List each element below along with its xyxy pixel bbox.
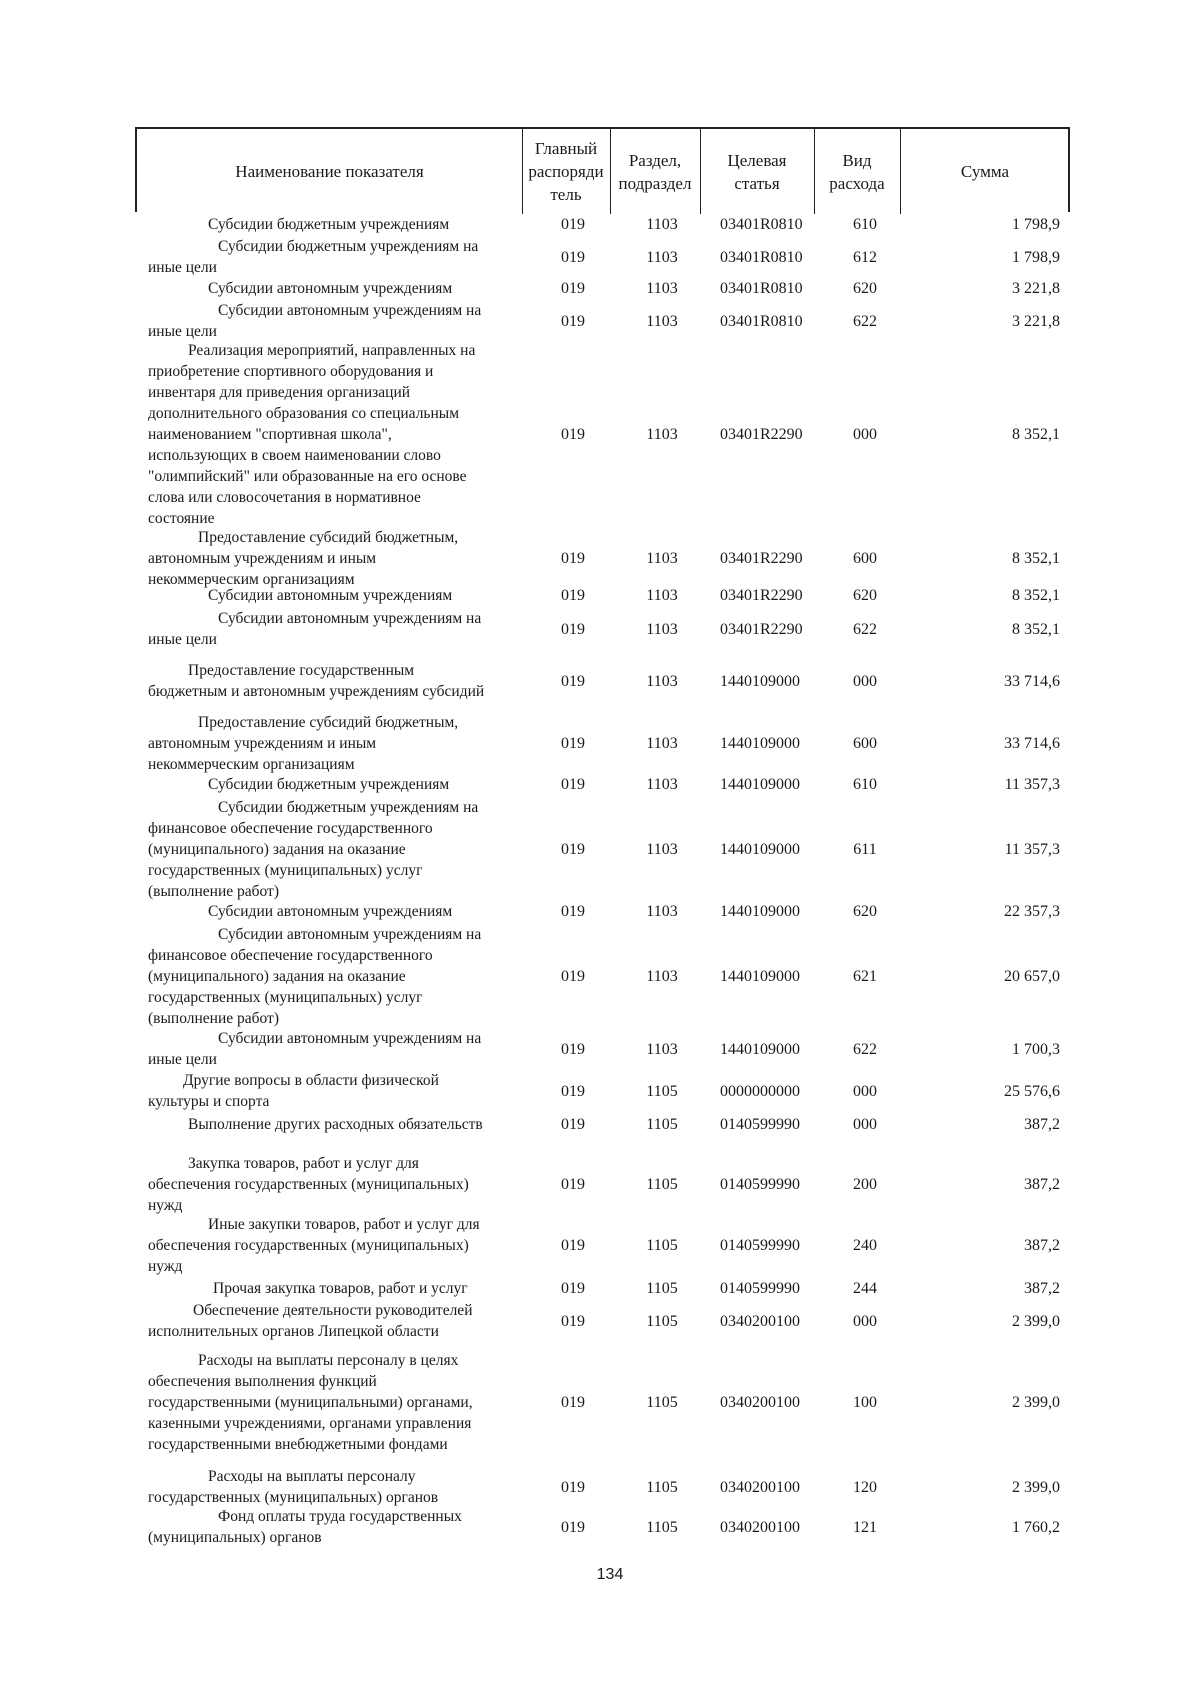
expense-type-code: 622 — [853, 313, 877, 330]
indicator-name-line: государственными (муниципальными) органами, — [148, 1394, 473, 1411]
target-item-code: 1440109000 — [720, 968, 800, 985]
indicator-name — [148, 214, 518, 235]
sum-value: 25 576,6 — [1004, 1083, 1060, 1100]
indicator-name-line: нужд — [148, 1258, 183, 1275]
expense-type-code: 121 — [853, 1519, 877, 1536]
indicator-name — [148, 797, 518, 902]
expense-type-code: 620 — [853, 587, 877, 604]
indicator-name-line: Другие вопросы в области физической — [183, 1072, 439, 1089]
section-code: 1103 — [646, 776, 678, 793]
indicator-name — [148, 340, 518, 529]
indicator-name-line: (муниципальных) органов — [148, 1529, 322, 1546]
indicator-name — [148, 924, 518, 1029]
expense-type-code: 000 — [853, 1116, 877, 1133]
sum-value: 387,2 — [1024, 1116, 1060, 1133]
target-item-code: 03401R2290 — [720, 426, 803, 443]
indicator-name-line: Субсидии автономным учреждениям на — [218, 1030, 482, 1047]
indicator-name — [148, 1300, 518, 1342]
target-item-code: 1440109000 — [720, 735, 800, 752]
indicator-name-line: государственных (муниципальных) органов — [148, 1489, 439, 1506]
section-code: 1103 — [646, 621, 678, 638]
indicator-name — [148, 1214, 518, 1277]
sum-value: 8 352,1 — [1012, 587, 1060, 604]
indicator-name — [148, 1153, 518, 1216]
sum-value: 387,2 — [1024, 1280, 1060, 1297]
indicator-name-line: Расходы на выплаты персоналу — [208, 1468, 416, 1485]
header-target-item: Целевая статья — [727, 150, 787, 193]
indicator-name-line: Субсидии бюджетным учреждениям — [208, 776, 450, 793]
indicator-name — [148, 1114, 518, 1135]
expense-type-code: 612 — [853, 249, 877, 266]
target-item-code: 1440109000 — [720, 903, 800, 920]
indicator-name-line: иные цели — [148, 1051, 217, 1068]
target-item-code: 0140599990 — [720, 1280, 800, 1297]
indicator-name-line: автономным учреждениям и иным — [148, 735, 377, 752]
main-manager-code: 019 — [561, 1176, 585, 1193]
indicator-name-line: Субсидии автономным учреждениям на — [218, 302, 482, 319]
section-code: 1103 — [646, 550, 678, 567]
indicator-name-line: приобретение спортивного оборудования и — [148, 363, 434, 380]
main-manager-code: 019 — [561, 216, 585, 233]
sum-value: 387,2 — [1024, 1176, 1060, 1193]
indicator-name — [148, 660, 518, 702]
indicator-name-line: казенными учреждениями, органами управления — [148, 1415, 472, 1432]
indicator-name-line: нужд — [148, 1197, 183, 1214]
target-item-code: 0340200100 — [720, 1394, 800, 1411]
indicator-name-line: обеспечения государственных (муниципальных) — [148, 1237, 469, 1254]
indicator-name-line: Прочая закупка товаров, работ и услуг — [213, 1280, 468, 1297]
main-manager-code: 019 — [561, 1519, 585, 1536]
indicator-name-line: государственными внебюджетными фондами — [148, 1436, 448, 1453]
target-item-code: 0000000000 — [720, 1083, 800, 1100]
expense-type-code: 120 — [853, 1479, 877, 1496]
section-code: 1105 — [646, 1237, 678, 1254]
section-code: 1105 — [646, 1519, 678, 1536]
indicator-name-line: Субсидии бюджетным учреждениям на — [218, 238, 479, 255]
target-item-code: 03401R0810 — [720, 216, 803, 233]
expense-type-code: 240 — [853, 1237, 877, 1254]
indicator-name-line: инвентаря для приведения организаций — [148, 384, 411, 401]
expense-type-code: 200 — [853, 1176, 877, 1193]
header-name: Наименование показателя — [235, 162, 424, 181]
indicator-name — [148, 774, 518, 795]
main-manager-code: 019 — [561, 550, 585, 567]
target-item-code: 0340200100 — [720, 1519, 800, 1536]
expense-type-code: 610 — [853, 216, 877, 233]
indicator-name-line: Закупка товаров, работ и услуг для — [188, 1155, 419, 1172]
indicator-name-line: использующих в своем наименовании слово — [148, 447, 441, 464]
indicator-name — [148, 1466, 518, 1508]
indicator-name-line: иные цели — [148, 259, 217, 276]
sum-value: 1 798,9 — [1012, 216, 1060, 233]
main-manager-code: 019 — [561, 1116, 585, 1133]
section-code: 1103 — [646, 735, 678, 752]
header-section: Раздел, подраздел — [618, 150, 692, 193]
indicator-name-line: Предоставление субсидий бюджетным, — [198, 529, 459, 546]
expense-type-code: 621 — [853, 968, 877, 985]
indicator-name-line: финансовое обеспечение государственного — [148, 820, 433, 837]
expense-type-code: 622 — [853, 621, 877, 638]
indicator-name-line: (выполнение работ) — [148, 1010, 279, 1027]
main-manager-code: 019 — [561, 1237, 585, 1254]
sum-value: 8 352,1 — [1012, 621, 1060, 638]
expense-type-code: 611 — [853, 841, 877, 858]
main-manager-code: 019 — [561, 1083, 585, 1100]
expense-type-code: 100 — [853, 1394, 877, 1411]
indicator-name-line: некоммерческим организациям — [148, 756, 355, 773]
main-manager-code: 019 — [561, 735, 585, 752]
table-header — [135, 127, 1070, 212]
main-manager-code: 019 — [561, 587, 585, 604]
sum-value: 22 357,3 — [1004, 903, 1060, 920]
indicator-name-line: дополнительного образования со специальным — [148, 405, 460, 422]
main-manager-code: 019 — [561, 249, 585, 266]
main-manager-code: 019 — [561, 1313, 585, 1330]
indicator-name — [148, 901, 518, 922]
section-code: 1105 — [646, 1176, 678, 1193]
indicator-name-line: бюджетным и автономным учреждениям субсидий — [148, 683, 485, 700]
target-item-code: 0140599990 — [720, 1176, 800, 1193]
indicator-name-line: Реализация мероприятий, направленных на — [188, 342, 476, 359]
indicator-name-line: (муниципального) задания на оказание — [148, 968, 406, 985]
main-manager-code: 019 — [561, 673, 585, 690]
section-code: 1105 — [646, 1313, 678, 1330]
main-manager-code: 019 — [561, 426, 585, 443]
indicator-name-line: культуры и спорта — [148, 1093, 270, 1110]
expense-type-code: 620 — [853, 903, 877, 920]
section-code: 1103 — [646, 673, 678, 690]
section-code: 1103 — [646, 841, 678, 858]
sum-value: 3 221,8 — [1012, 280, 1060, 297]
indicator-name-line: государственных (муниципальных) услуг — [148, 862, 423, 879]
indicator-name-line: Выполнение других расходных обязательств — [188, 1116, 483, 1133]
main-manager-code: 019 — [561, 280, 585, 297]
indicator-name — [148, 1070, 518, 1112]
main-manager-code: 019 — [561, 776, 585, 793]
indicator-name-line: "олимпийский" или образованные на его основе — [148, 468, 467, 485]
sum-value: 8 352,1 — [1012, 550, 1060, 567]
indicator-name — [148, 1028, 518, 1070]
indicator-name-line: государственных (муниципальных) услуг — [148, 989, 423, 1006]
section-code: 1105 — [646, 1479, 678, 1496]
indicator-name-line: исполнительных органов Липецкой области — [148, 1323, 439, 1340]
sum-value: 2 399,0 — [1012, 1313, 1060, 1330]
section-code: 1105 — [646, 1083, 678, 1100]
indicator-name-line: Предоставление государственным — [188, 662, 415, 679]
main-manager-code: 019 — [561, 903, 585, 920]
indicator-name-line: иные цели — [148, 631, 217, 648]
expense-type-code: 244 — [853, 1280, 877, 1297]
sum-value: 1 798,9 — [1012, 249, 1060, 266]
section-code: 1103 — [646, 587, 678, 604]
target-item-code: 03401R2290 — [720, 550, 803, 567]
section-code: 1105 — [646, 1394, 678, 1411]
main-manager-code: 019 — [561, 1394, 585, 1411]
sum-value: 387,2 — [1024, 1237, 1060, 1254]
indicator-name — [148, 527, 518, 590]
indicator-name-line: (муниципального) задания на оказание — [148, 841, 406, 858]
section-code: 1103 — [646, 216, 678, 233]
main-manager-code: 019 — [561, 968, 585, 985]
section-code: 1103 — [646, 313, 678, 330]
indicator-name-line: обеспечения государственных (муниципальных) — [148, 1176, 469, 1193]
target-item-code: 03401R0810 — [720, 280, 803, 297]
expense-type-code: 000 — [853, 1313, 877, 1330]
indicator-name-line: Расходы на выплаты персоналу в целях — [198, 1352, 459, 1369]
target-item-code: 0340200100 — [720, 1479, 800, 1496]
indicator-name-line: Субсидии бюджетным учреждениям — [208, 216, 450, 233]
indicator-name-line: автономным учреждениям и иным — [148, 550, 377, 567]
target-item-code: 0340200100 — [720, 1313, 800, 1330]
section-code: 1103 — [646, 280, 678, 297]
expense-type-code: 000 — [853, 673, 877, 690]
target-item-code: 03401R2290 — [720, 621, 803, 638]
indicator-name-line: Предоставление субсидий бюджетным, — [198, 714, 459, 731]
target-item-code: 1440109000 — [720, 673, 800, 690]
indicator-name — [148, 585, 518, 606]
expense-type-code: 600 — [853, 735, 877, 752]
indicator-name-line: Субсидии автономным учреждениям — [208, 280, 453, 297]
indicator-name-line: Субсидии бюджетным учреждениям на — [218, 799, 479, 816]
indicator-name-line: Субсидии автономным учреждениям — [208, 587, 453, 604]
expense-type-code: 620 — [853, 280, 877, 297]
sum-value: 8 352,1 — [1012, 426, 1060, 443]
indicator-name-line: обеспечения выполнения функций — [148, 1373, 377, 1390]
sum-value: 11 357,3 — [1004, 841, 1060, 858]
indicator-name — [148, 712, 518, 775]
indicator-name-line: слова или словосочетания в нормативное — [148, 489, 421, 506]
main-manager-code: 019 — [561, 1280, 585, 1297]
indicator-name — [148, 1278, 518, 1299]
main-manager-code: 019 — [561, 621, 585, 638]
target-item-code: 1440109000 — [720, 776, 800, 793]
section-code: 1105 — [646, 1116, 678, 1133]
indicator-name-line: Иные закупки товаров, работ и услуг для — [208, 1216, 480, 1233]
indicator-name — [148, 1350, 518, 1455]
target-item-code: 0140599990 — [720, 1116, 800, 1133]
indicator-name-line: наименованием "спортивная школа", — [148, 426, 392, 443]
indicator-name — [148, 1506, 518, 1548]
sum-value: 20 657,0 — [1004, 968, 1060, 985]
indicator-name — [148, 300, 518, 342]
sum-value: 2 399,0 — [1012, 1479, 1060, 1496]
page-number: 134 — [596, 1566, 624, 1583]
sum-value: 1 700,3 — [1012, 1041, 1060, 1058]
sum-value: 11 357,3 — [1004, 776, 1060, 793]
expense-type-code: 600 — [853, 550, 877, 567]
indicator-name-line: Обеспечение деятельности руководителей — [193, 1302, 473, 1319]
expense-type-code: 622 — [853, 1041, 877, 1058]
expense-type-code: 610 — [853, 776, 877, 793]
section-code: 1103 — [646, 968, 678, 985]
indicator-name-line: некоммерческим организациям — [148, 571, 355, 588]
indicator-name-line: финансовое обеспечение государственного — [148, 947, 433, 964]
indicator-name — [148, 608, 518, 650]
header-sum: Сумма — [960, 162, 1010, 181]
section-code: 1103 — [646, 249, 678, 266]
indicator-name — [148, 236, 518, 278]
main-manager-code: 019 — [561, 313, 585, 330]
section-code: 1103 — [646, 903, 678, 920]
indicator-name-line: Субсидии автономным учреждениям на — [218, 926, 482, 943]
target-item-code: 1440109000 — [720, 841, 800, 858]
target-item-code: 03401R2290 — [720, 587, 803, 604]
expense-type-code: 000 — [853, 426, 877, 443]
indicator-name-line: Субсидии автономным учреждениям — [208, 903, 453, 920]
main-manager-code: 019 — [561, 1041, 585, 1058]
target-item-code: 0140599990 — [720, 1237, 800, 1254]
section-code: 1103 — [646, 1041, 678, 1058]
target-item-code: 1440109000 — [720, 1041, 800, 1058]
indicator-name-line: иные цели — [148, 323, 217, 340]
indicator-name-line: (выполнение работ) — [148, 883, 279, 900]
sum-value: 3 221,8 — [1012, 313, 1060, 330]
header-expense-type: Вид расхода — [829, 150, 885, 193]
sum-value: 1 760,2 — [1012, 1519, 1060, 1536]
indicator-name-line: Субсидии автономным учреждениям на — [218, 610, 482, 627]
main-manager-code: 019 — [561, 1479, 585, 1496]
indicator-name-line: Фонд оплаты труда государственных — [218, 1508, 462, 1525]
section-code: 1105 — [646, 1280, 678, 1297]
main-manager-code: 019 — [561, 841, 585, 858]
header-main-manager: Главный распоряди тель — [528, 139, 604, 204]
indicator-name-line: состояние — [148, 510, 215, 527]
indicator-name — [148, 278, 518, 299]
sum-value: 33 714,6 — [1004, 735, 1060, 752]
section-code: 1103 — [646, 426, 678, 443]
target-item-code: 03401R0810 — [720, 313, 803, 330]
expense-type-code: 000 — [853, 1083, 877, 1100]
sum-value: 2 399,0 — [1012, 1394, 1060, 1411]
sum-value: 33 714,6 — [1004, 673, 1060, 690]
target-item-code: 03401R0810 — [720, 249, 803, 266]
